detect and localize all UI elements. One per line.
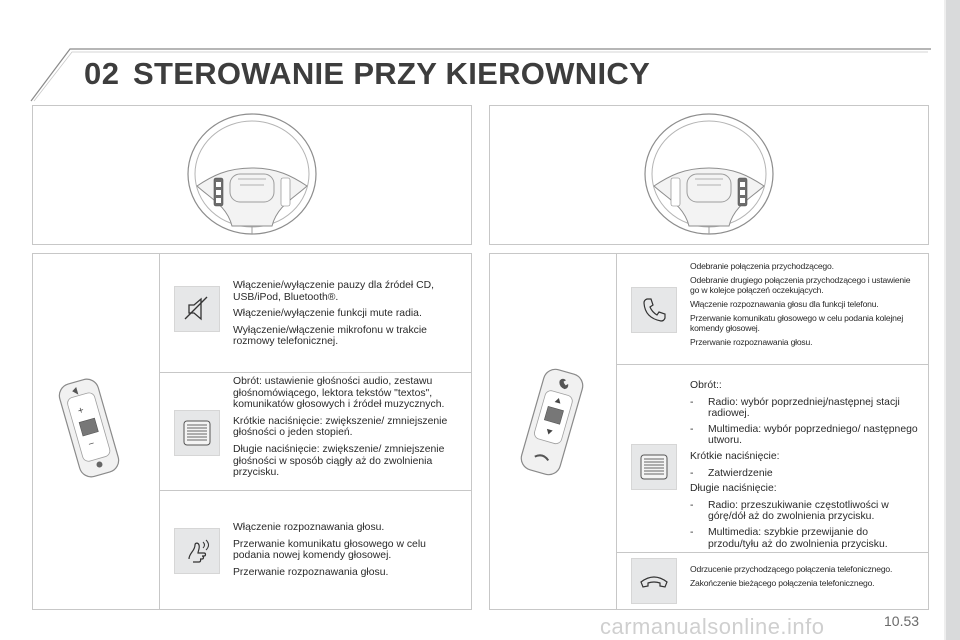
left-row-mute (160, 254, 471, 373)
left-row-voice (160, 490, 471, 608)
left-control-pad-cell (33, 254, 160, 609)
right-row-phone-hangup (617, 552, 928, 608)
phone-answer-icon (631, 287, 677, 333)
short-press-label: Krótkie naciśnięcie: (690, 450, 780, 462)
mute-speaker-icon (174, 286, 220, 332)
steering-wheel-illustration-right (490, 106, 928, 244)
page-number: 10.53 (884, 613, 920, 629)
right-control-pad-cell (490, 254, 617, 609)
svg-text:−: − (87, 438, 96, 451)
right-control-pad-illustration (490, 254, 616, 609)
text-line: Przerwanie komunikatu głosowego w celu podania nowej komendy głosowej. (233, 538, 426, 562)
voice-recognition-icon (174, 528, 220, 574)
steering-wheel-illustration-left (33, 106, 471, 244)
rotation-label: Obrót:: (690, 380, 722, 391)
list-item: - Zatwierdzenie (690, 467, 773, 479)
text-line: Odrzucenie przychodzącego połączenia telefonicznego. (690, 564, 893, 574)
list-item: - Multimedia: wybór poprzedniego/ następnego utworu. (690, 423, 918, 447)
text-line: Obrót: ustawienie głośności audio, zestawu głośnomówiącego, lektora tekstów "textos", komunikatów głosowych i źródeł muzycznych. (233, 376, 445, 411)
list-item: - Radio: wybór poprzedniej/następnej stacji radiowej. (690, 396, 900, 420)
text-line: Włączenie/wyłączenie pauzy dla źródeł CD, USB/iPod, Bluetooth®. (233, 280, 434, 303)
text-line: Krótkie naciśnięcie: zwiększenie/ zmniejszenie głośności o jeden stopień. (233, 415, 448, 439)
list-item: - Multimedia: szybkie przewijanie do przodu/tyłu aż do zwolnienia przycisku. (690, 526, 888, 550)
phone-answer-description (690, 261, 920, 351)
text-line: Włączenie rozpoznawania głosu dla funkcji telefonu. (690, 299, 879, 309)
text-line: Włączenie/wyłączenie funkcji mute radia. (233, 308, 422, 320)
text-line: Wyłączenie/włączenie mikrofonu w trakcie rozmowy telefonicznej. (233, 324, 427, 348)
long-press-label: Długie naciśnięcie: (690, 483, 777, 495)
text-line: Zakończenie bieżącego połączenia telefonicznego. (690, 578, 875, 588)
select-wheel-description (690, 380, 920, 554)
steering-wheel-panel-right (489, 105, 929, 245)
left-controls-table (32, 253, 472, 610)
text-line: Odebranie drugiego połączenia przychodzącego i ustawienie go w kolejce połączeń oczekujących. (690, 275, 911, 295)
text-line: Włączenie rozpoznawania głosu. (233, 522, 385, 533)
volume-wheel-icon (174, 410, 220, 456)
right-controls-table (489, 253, 929, 610)
text-line: Przerwanie rozpoznawania głosu. (690, 337, 813, 347)
page-title: STEROWANIE PRZY KIEROWNICY (133, 56, 651, 91)
text-line: Przerwanie rozpoznawania głosu. (233, 566, 389, 578)
select-wheel-icon (631, 444, 677, 490)
right-row-select-wheel (617, 364, 928, 553)
mute-description (233, 280, 463, 353)
svg-text:+: + (76, 404, 86, 418)
left-control-pad-illustration (33, 254, 159, 609)
volume-description (233, 376, 463, 484)
phone-hangup-description (690, 564, 920, 592)
steering-wheel-panel-left (32, 105, 472, 245)
text-line: Długie naciśnięcie: zwiększenie/ zmniejszenie głośności w sposób ciągły aż do zwolnienia przycisku. (233, 443, 445, 479)
phone-hangup-icon (631, 558, 677, 604)
page-edge-sidebar (946, 0, 960, 640)
left-row-volume (160, 372, 471, 491)
text-line: Odebranie połączenia przychodzącego. (690, 261, 834, 271)
text-line: Przerwanie komunikatu głosowego w celu podania kolejnej komendy głosowej. (690, 313, 904, 333)
list-item: - Radio: przeszukiwanie częstotliwości w górę/dół aż do zwolnienia przycisku. (690, 499, 889, 523)
right-row-phone-answer (617, 254, 928, 365)
watermark: carmanualsonline.info (600, 614, 825, 639)
voice-description (233, 522, 463, 583)
chapter-number: 02 (84, 56, 120, 91)
